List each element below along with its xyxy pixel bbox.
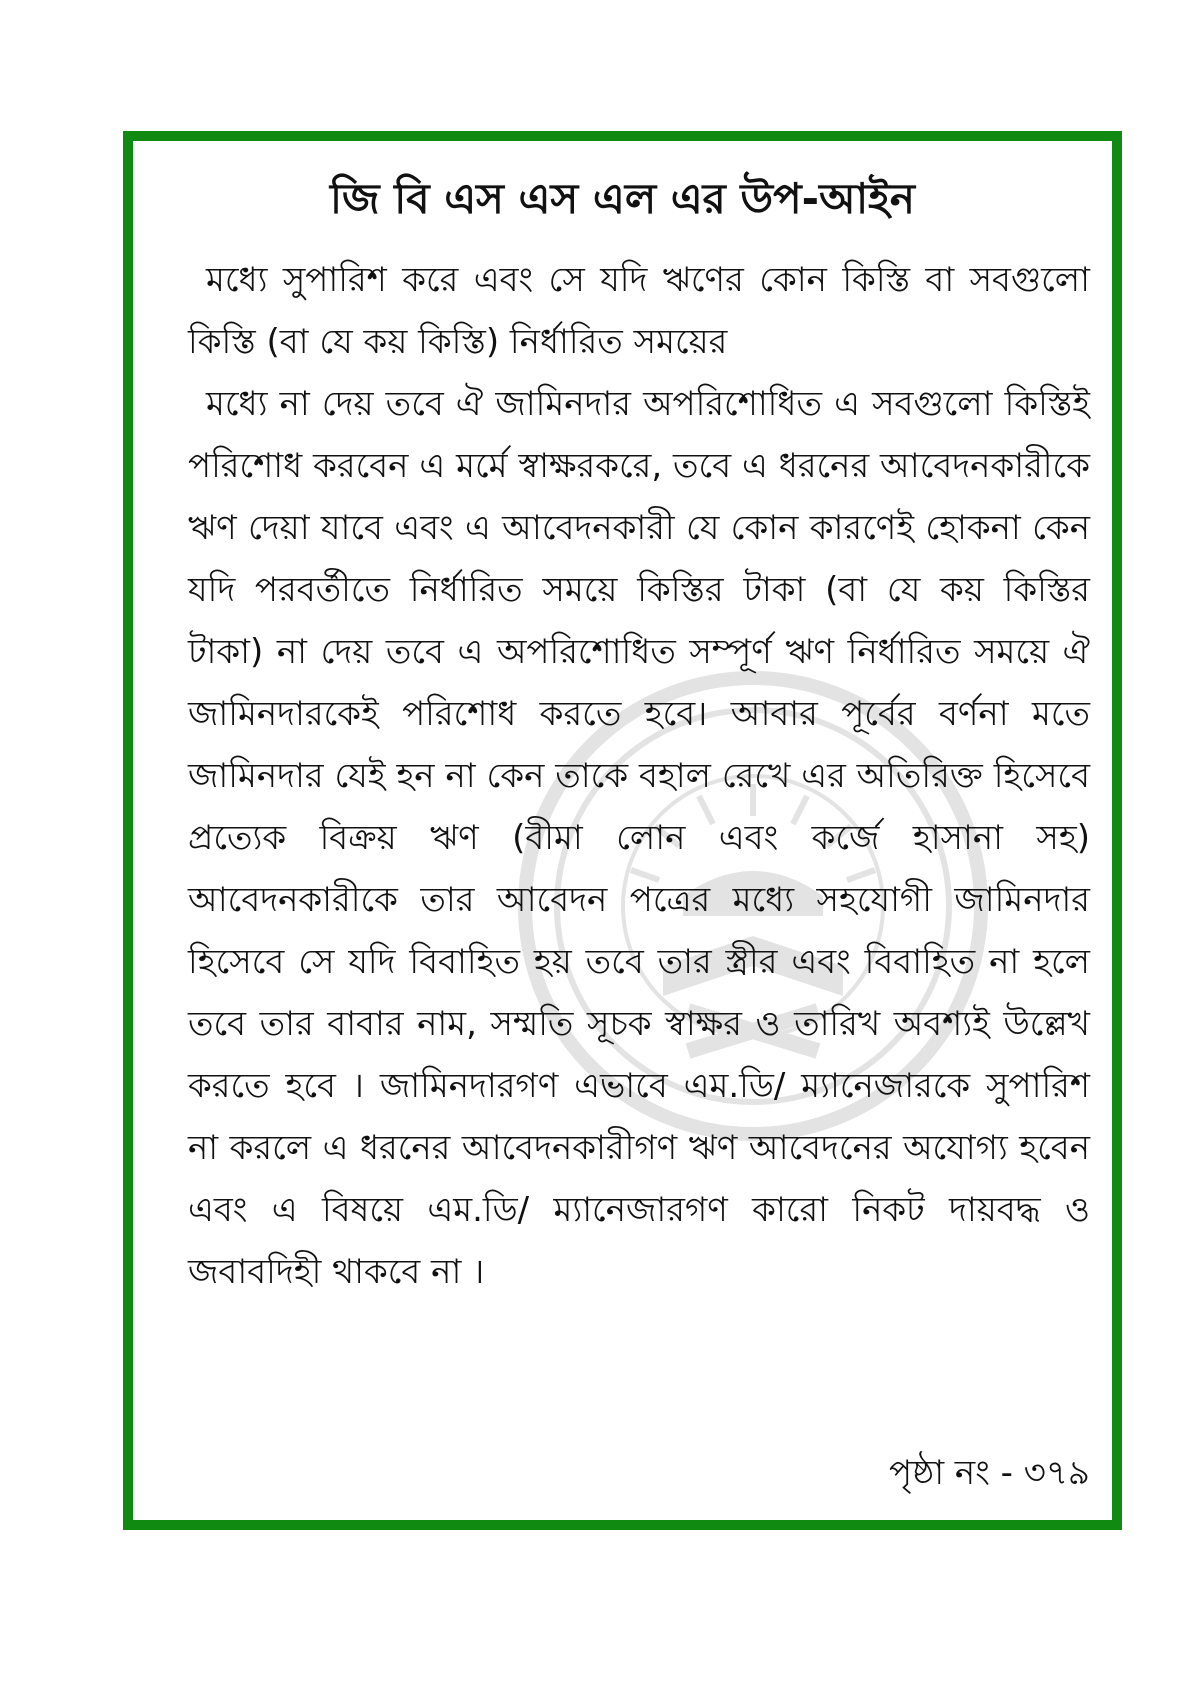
- page-number: পৃষ্ঠা নং - ৩৭৯: [889, 1453, 1090, 1493]
- document-title: জি বি এস এস এল এর উপ-আইন: [330, 174, 915, 223]
- body-text: [188, 249, 1090, 1303]
- paragraph: মধ্যে সুপারিশ করে এবং সে যদি ঋণের কোন কিস্তি বা সবগুলো কিস্তি (বা যে কয় কিস্তি) নির্ধারিত সময়ের: [188, 260, 1090, 362]
- page-frame: [123, 131, 1122, 1530]
- paragraph: মধ্যে না দেয় তবে ঐ জামিনদার অপরিশোধিত এ সবগুলো কিস্তিই পরিশোধ করবেন এ মর্মে স্বাক্ষরকরে, তবে এ ধরনের আবেদনকারীকে ঋণ দেয়া যাবে এবং এ আবেদনকারী যে কোন কারণেই হোকনা কেন যদি পরবর্তীতে নির্ধারিত সময়ে কিস্তির টাকা (বা যে কয় কিস্তির টাকা) না দেয় তবে এ অপরিশোধিত সম্পূর্ণ ঋণ নির্ধারিত সময়ে ঐ জামিনদারকেই পরিশোধ করতে হবে। আবার পূর্বের বর্ণনা মতে জামিনদার যেই হন না কেন তাকে বহাল রেখে এর অতিরিক্ত হিসেবে প্রত্যেক বিক্রয় ঋণ (বীমা লোন এবং কর্জে হাসানা সহ) আবেদনকারীকে তার আবেদন পত্রের মধ্যে সহযোগী জামিনদার হিসেবে সে যদি বিবাহিত হয় তবে তার স্ত্রীর এবং বিবাহিত না হলে তবে তার বাবার নাম, সম্মতি সূচক স্বাক্ষর ও তারিখ অবশ্যই উল্লেখ করতে হবে । জামিনদারগণ এভাবে এম.ডি/ ম্যানেজারকে সুপারিশ না করলে এ ধরনের আবেদনকারীগণ ঋণ আবেদনের অযোগ্য হবেন এবং এ বিষয়ে এম.ডি/ ম্যানেজারগণ কারো নিকট দায়বদ্ধ ও জবাবদিহী থাকবে না ।: [188, 384, 1090, 1292]
